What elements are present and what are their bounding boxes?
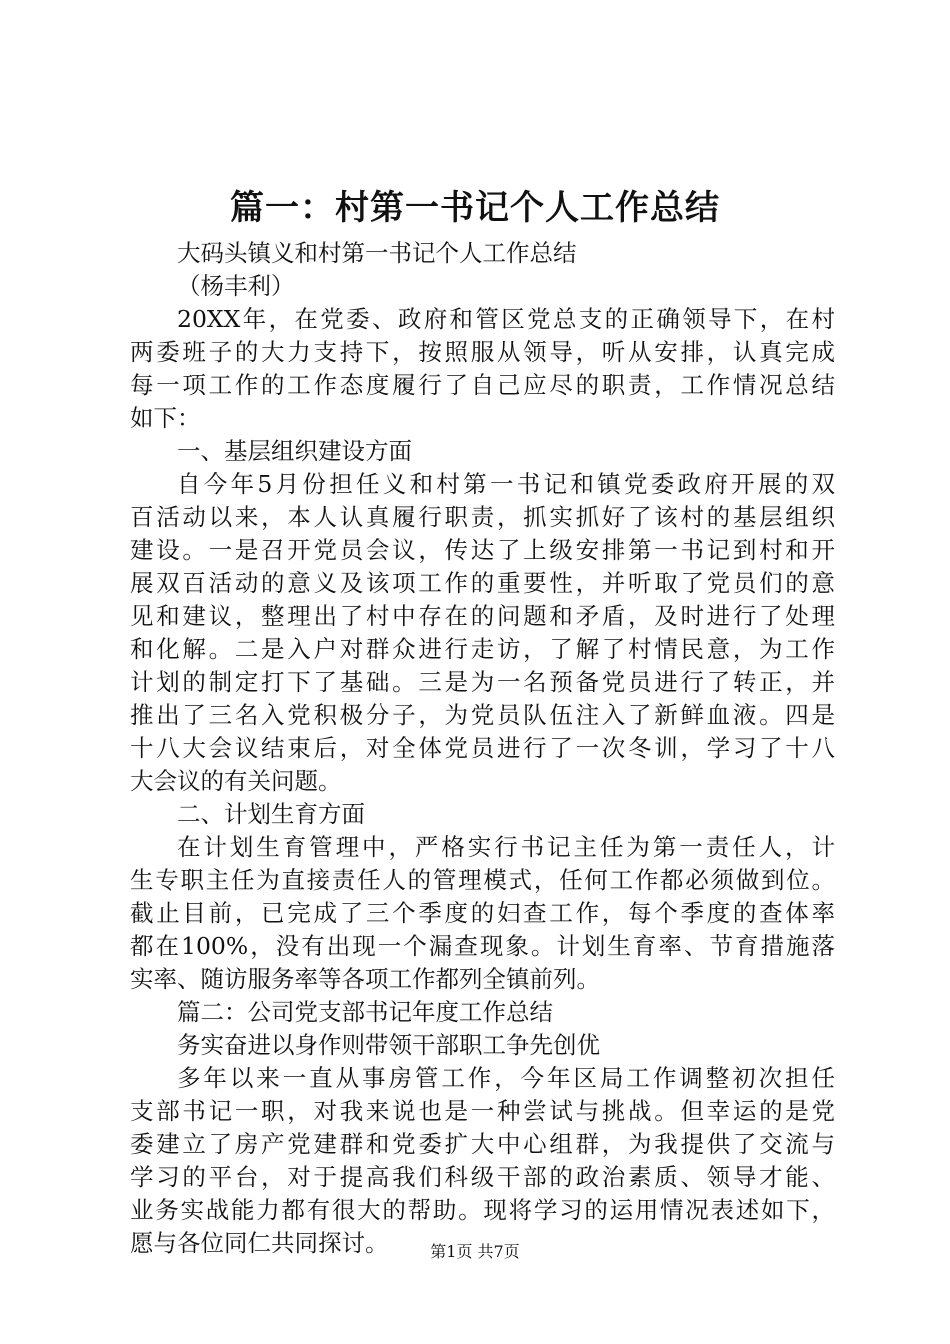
- text-line: 十八大会议结束后，对全体党员进行了一次冬训，学习了十八: [130, 734, 835, 762]
- text-line: 计划的制定打下了基础。三是为一名预备党员进行了转正，并: [130, 668, 835, 696]
- text-line: 两委班子的大力支持下，按照服从领导，听从安排，认真完成: [130, 338, 835, 366]
- text-line: 展双百活动的意义及该项工作的重要性，并听取了党员们的意: [130, 569, 835, 597]
- text-line: 都在100%，没有出现一个漏查现象。计划生育率、节育措施落: [130, 932, 835, 960]
- text-line: 20XX年，在党委、政府和管区党总支的正确领导下，在村: [177, 305, 835, 333]
- text-line: 务实奋进以身作则带领干部职工争先创优: [177, 1031, 600, 1059]
- text-line: 推出了三名入党积极分子，为党员队伍注入了新鲜血液。四是: [130, 701, 835, 729]
- text-line: 愿与各位同仁共同探讨。: [130, 1229, 389, 1257]
- text-line: 大码头镇义和村第一书记个人工作总结: [177, 239, 577, 267]
- text-line: 委建立了房产党建群和党委扩大中心组群，为我提供了交流与: [130, 1130, 835, 1158]
- text-line: 实率、随访服务率等各项工作都列全镇前列。: [130, 965, 600, 993]
- text-line: 业务实战能力都有很大的帮助。现将学习的运用情况表述如下，: [130, 1196, 835, 1224]
- text-line: 在计划生育管理中，严格实行书记主任为第一责任人，计: [177, 833, 835, 861]
- text-line: 每一项工作的工作态度履行了自己应尽的职责，工作情况总结: [130, 371, 835, 399]
- text-line: 生专职主任为直接责任人的管理模式，任何工作都必须做到位。: [130, 866, 835, 894]
- page-footer: 第1页 共7页: [430, 1242, 520, 1261]
- text-line: 自今年5月份担任义和村第一书记和镇党委政府开展的双: [177, 470, 835, 498]
- text-line: 见和建议，整理出了村中存在的问题和矛盾，及时进行了处理: [130, 602, 835, 630]
- text-line: 截止目前，已完成了三个季度的妇查工作，每个季度的查体率: [130, 899, 835, 927]
- text-line: 学习的平台，对于提高我们科级干部的政治素质、领导才能、: [130, 1163, 835, 1191]
- text-line: 二、计划生育方面: [177, 800, 365, 828]
- text-line: 支部书记一职，对我来说也是一种尝试与挑战。但幸运的是党: [130, 1097, 835, 1125]
- text-line: 多年以来一直从事房管工作，今年区局工作调整初次担任: [177, 1064, 835, 1092]
- text-line: 和化解。二是入户对群众进行走访，了解了村情民意，为工作: [130, 635, 835, 663]
- text-line: 篇二：公司党支部书记年度工作总结: [177, 998, 553, 1026]
- text-line: 一、基层组织建设方面: [177, 437, 412, 465]
- text-line: 建设。一是召开党员会议，传达了上级安排第一书记到村和开: [130, 536, 835, 564]
- document-title: 篇一：村第一书记个人工作总结: [230, 188, 720, 228]
- text-line: （杨丰利）: [177, 272, 295, 300]
- text-line: 大会议的有关问题。: [130, 767, 342, 795]
- document-body: [130, 237, 835, 1260]
- text-line: 百活动以来，本人认真履行职责，抓实抓好了该村的基层组织: [130, 503, 835, 531]
- text-line: 如下：: [130, 404, 201, 432]
